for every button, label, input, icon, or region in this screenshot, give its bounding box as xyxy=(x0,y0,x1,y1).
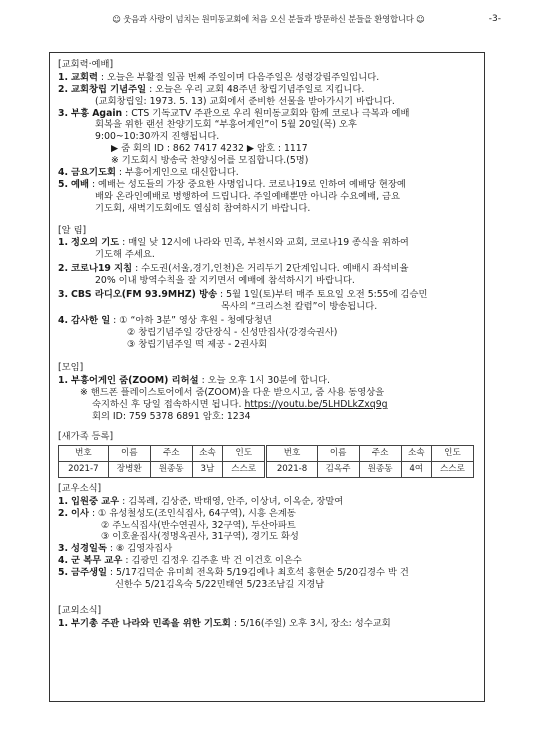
item-number: 1. xyxy=(58,375,69,387)
item-number: 1. xyxy=(58,495,69,507)
section-title-outside: [교외소식] xyxy=(58,604,102,616)
item-label: 예배 xyxy=(71,178,89,190)
table-row xyxy=(59,461,474,477)
table-header-cell: 이름 xyxy=(108,445,150,461)
welcome-banner: ☺ 웃음과 사랑이 넘치는 원미동교회에 처음 오신 분들과 방문하신 분들을 환영합니다 ☺ xyxy=(112,13,425,24)
table-cell: 2021-7 xyxy=(59,461,109,477)
table-cell: 장병환 xyxy=(108,461,150,477)
notice-item-2 xyxy=(58,263,476,287)
item-text-cont: 9:00~10:30까지 진행됩니다. xyxy=(95,131,220,143)
singer-recruit-note: ※ 기도회시 방송국 찬양싱어를 모집합니다.(5명) xyxy=(111,155,309,167)
table-cell: 2021-8 xyxy=(266,461,317,477)
notice-item-1 xyxy=(58,237,476,261)
table-cell: 4여 xyxy=(401,461,431,477)
item-text: : 예배는 성도들의 가장 중요한 사명입니다. 코로나19로 인하여 예배당 현장예 xyxy=(88,178,406,190)
calendar-item-3 xyxy=(58,108,476,167)
notice-item-4 xyxy=(58,315,476,351)
item-text: : 오늘은 부활절 일곱 번째 주일이며 다음주일은 성령강림주일입니다. xyxy=(97,71,380,83)
item-text: : 오늘은 우리 교회 48주년 창립기념주일로 지킵니다. xyxy=(146,83,365,95)
members-item-1 xyxy=(58,496,476,508)
members-item-2 xyxy=(58,508,476,544)
meeting-item-1 xyxy=(58,375,476,387)
members-item-5 xyxy=(58,567,476,591)
item-label: 군 복무 교우 xyxy=(71,555,123,567)
item-label: 부기총 주관 나라와 민족을 위한 기도회 xyxy=(71,617,231,629)
table-cell: 3남 xyxy=(192,461,222,477)
item-number: 2. xyxy=(58,83,69,95)
item-label: 교회력 xyxy=(71,71,98,83)
bulletin-frame xyxy=(49,52,485,702)
table-cell: 김옥주 xyxy=(317,461,359,477)
item-text-cont: 배와 온라인예배로 병행하여 드립니다. 주일예배뿐만 아니라 수요예배, 금요 xyxy=(95,190,401,202)
item-number: 1. xyxy=(58,617,69,629)
item-number: 4. xyxy=(58,167,69,179)
table-header-cell: 주소 xyxy=(150,445,192,461)
youtube-link[interactable]: https://youtu.be/5LHDLkZxq9g xyxy=(244,399,388,411)
table-cell: 원종동 xyxy=(150,461,192,477)
item-number: 3. xyxy=(58,107,69,119)
new-family-table xyxy=(58,445,474,478)
table-header-cell: 인도 xyxy=(431,445,473,461)
item-number: 3. xyxy=(58,289,69,301)
item-number: 1. xyxy=(58,71,69,83)
item-label: CBS 라디오(FM 93.9MHZ) 방송 xyxy=(71,289,218,301)
section-title-calendar: [교회력·예배] xyxy=(58,59,114,70)
item-number: 2. xyxy=(58,263,69,275)
calendar-item-4 xyxy=(58,167,476,179)
item-text: : ① 유성철성도(조인식집사, 64구역), 시흥 은계동 xyxy=(88,507,296,519)
table-header-cell: 소속 xyxy=(401,445,431,461)
item-text: : CTS 기독교TV 주관으로 우리 원미동교회와 함께 코로나 극복과 예배 xyxy=(122,107,410,119)
table-header-cell: 번호 xyxy=(266,445,317,461)
table-cell: 스스로 xyxy=(223,461,266,477)
item-text: : ⑧ 김영자집사 xyxy=(106,543,173,555)
section-title-members: [교우소식] xyxy=(58,482,102,494)
item-text: : 5월 1일(토)부터 매주 토요일 오전 5:55에 김승민 xyxy=(217,289,428,301)
table-header-cell: 이름 xyxy=(317,445,359,461)
item-text-cont: ② 창립기념주일 강단장식 - 신성만집사(강경숙권사) xyxy=(127,326,338,338)
item-number: 4. xyxy=(58,555,69,567)
item-text: : ① “아하 3분” 영상 후원 - 청예당청년 xyxy=(110,314,272,326)
item-label: 부흥어게인 줌(ZOOM) 리허설 xyxy=(71,375,199,387)
item-text: : 부흥어게인으로 대신합니다. xyxy=(115,167,239,179)
calendar-item-5 xyxy=(58,179,476,215)
table-cell: 원종동 xyxy=(359,461,401,477)
item-text: : 5/17김덕순 유미희 전옥화 5/19김예나 최호석 홍현순 5/20김경수 박 건 xyxy=(106,567,409,579)
item-text: : 김복례, 김상준, 박태영, 안주, 이상녀, 이옥순, 장말여 xyxy=(119,495,344,507)
item-label: 성경일독 xyxy=(71,543,107,555)
table-header-row xyxy=(59,445,474,461)
item-text-cont: 목사의 “크리스천 칼럼”이 방송됩니다. xyxy=(221,300,378,312)
item-text-cont: (교회창립일: 1973. 5. 13) 교회에서 준비한 선물을 받아가시기 바랍니다. xyxy=(95,95,395,107)
zoom-join-note xyxy=(58,399,476,411)
item-number: 2. xyxy=(58,507,69,519)
table-header-cell: 주소 xyxy=(359,445,401,461)
table-header-cell: 소속 xyxy=(192,445,222,461)
section-title-new-family: [새가족 등록] xyxy=(58,430,114,442)
calendar-item-1 xyxy=(58,72,476,84)
item-text-cont: ③ 이호윤집사(정명옥권사, 31구역), 경기도 화성 xyxy=(101,531,299,543)
members-item-4 xyxy=(58,555,476,567)
outside-item-1 xyxy=(58,618,476,630)
item-text: : 매일 낮 12시에 나라와 민족, 부천시와 교회, 코로나19 종식을 위하여 xyxy=(119,237,409,249)
section-title-meeting: [모임] xyxy=(58,362,84,374)
page-number: -3- xyxy=(488,14,501,24)
table-header-cell: 인도 xyxy=(223,445,266,461)
item-label: 정오의 기도 xyxy=(71,237,120,249)
page-header xyxy=(0,0,537,38)
item-number: 1. xyxy=(58,237,69,249)
item-label: 부흥 Again xyxy=(71,107,123,119)
item-text-cont: 기도해 주세요. xyxy=(95,249,155,261)
item-text-cont: 신한수 5/21김옥숙 5/22민태연 5/23조남길 지경남 xyxy=(115,578,325,590)
item-number: 3. xyxy=(58,543,69,555)
calendar-item-2 xyxy=(58,84,476,108)
item-text: : 수도권(서울,경기,인천)은 거리두기 2단계입니다. 예배시 좌석비율 xyxy=(132,263,409,275)
zoom-join-text: 숙지하신 후 당일 접속하시면 됩니다. xyxy=(92,399,242,411)
item-text-cont: 회복을 위한 랜선 찬양기도회 “부흥어게인”이 5월 20일(목) 오후 xyxy=(95,119,357,131)
item-label: 금주생일 xyxy=(71,567,107,579)
notice-item-3 xyxy=(58,289,476,313)
zoom-download-note: ※ 핸드폰 플레이스토어에서 줌(ZOOM)을 다운 받으시고, 줌 사용 동영상을 xyxy=(80,387,385,399)
item-number: 5. xyxy=(58,567,69,579)
item-label: 금요기도회 xyxy=(71,167,116,179)
item-text-cont: ③ 창립기념주일 떡 제공 - 2권사회 xyxy=(127,338,268,350)
item-text: : 김광민 김정우 김주훈 박 건 이건호 이은수 xyxy=(122,555,302,567)
item-number: 5. xyxy=(58,178,69,190)
item-label: 교회창립 기념주일 xyxy=(71,83,147,95)
item-label: 코로나19 지침 xyxy=(71,263,133,275)
section-title-notice: [알 림] xyxy=(58,224,87,236)
item-number: 4. xyxy=(58,314,69,326)
rehearsal-meeting-info: 회의 ID: 759 5378 6891 암호: 1234 xyxy=(92,411,251,423)
item-label: 이사 xyxy=(71,507,89,519)
item-text: : 5/16(주일) 오후 3시, 장소: 성수교회 xyxy=(230,617,391,629)
item-text-cont: 기도회, 새벽기도회에도 열심히 참여하시기 바랍니다. xyxy=(95,202,311,214)
item-label: 감사한 일 xyxy=(71,314,111,326)
zoom-meeting-info: ▶ 줌 회의 ID : 862 7417 4232 ▶ 암호 : 1117 xyxy=(111,143,308,155)
item-text: : 오늘 오후 1시 30분에 합니다. xyxy=(198,375,330,387)
table-header-cell: 번호 xyxy=(59,445,109,461)
table-cell: 스스로 xyxy=(431,461,473,477)
item-text-cont: 20% 이내 방역수칙을 잘 지키면서 예배에 참석하시기 바랍니다. xyxy=(95,275,355,287)
members-item-3 xyxy=(58,543,476,555)
item-text-cont: ② 주노식집사(반수연권사, 32구역), 두산아파트 xyxy=(101,519,296,531)
item-label: 입원중 교우 xyxy=(71,495,120,507)
